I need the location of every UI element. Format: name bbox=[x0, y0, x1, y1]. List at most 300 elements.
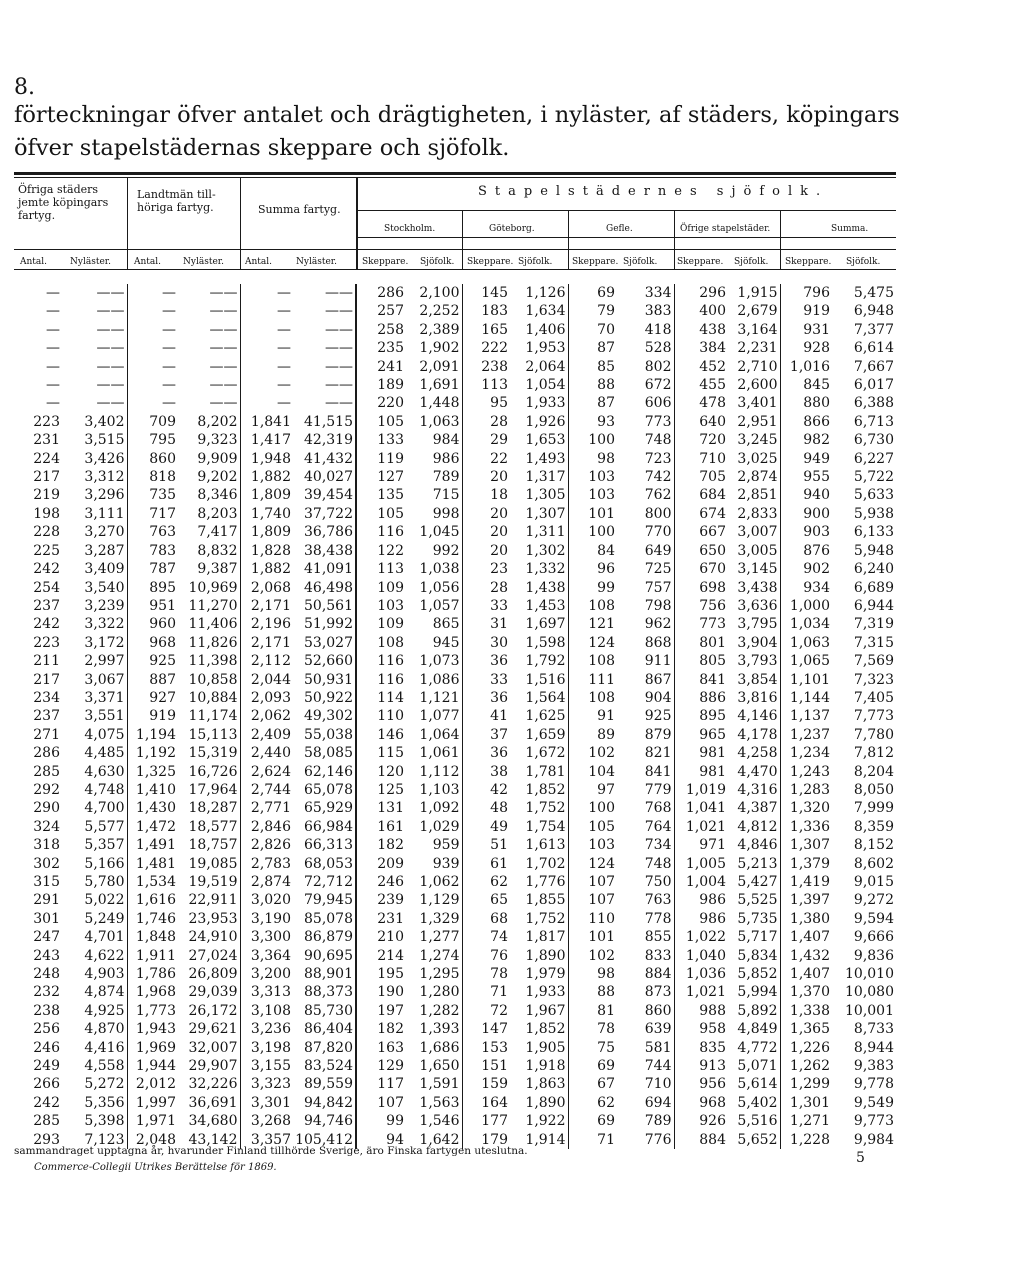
table-cell: 117 bbox=[377, 1076, 404, 1093]
table-cell: 119 bbox=[377, 450, 404, 467]
table-cell: 223 bbox=[33, 634, 60, 651]
table-cell: 116 bbox=[377, 671, 404, 688]
table-row bbox=[14, 321, 896, 339]
table-cell: 125 bbox=[377, 781, 404, 798]
subheader-antal-2: Antal. bbox=[134, 257, 162, 267]
table-cell: 163 bbox=[377, 1039, 404, 1056]
table-cell: 919 bbox=[803, 303, 830, 320]
table-cell: 324 bbox=[33, 818, 60, 835]
table-cell: 670 bbox=[699, 561, 726, 578]
table-cell: 1,137 bbox=[789, 708, 830, 725]
table-cell: 1,057 bbox=[406, 597, 462, 615]
table-cell: 1,379 bbox=[789, 855, 830, 872]
table-cell: 1,702 bbox=[510, 855, 568, 873]
table-cell: 19,085 bbox=[178, 855, 240, 873]
table-cell: —— bbox=[293, 302, 356, 320]
table-cell: 895 bbox=[149, 579, 176, 596]
table-cell: — bbox=[162, 303, 176, 320]
table-cell: 986 bbox=[699, 910, 726, 927]
table-cell: 911 bbox=[617, 652, 674, 670]
table-cell: 913 bbox=[699, 1058, 726, 1075]
table-cell: 5,994 bbox=[728, 983, 780, 1001]
table-cell: 710 bbox=[617, 1075, 674, 1093]
table-cell: 66,984 bbox=[293, 818, 356, 836]
table-cell: 4,416 bbox=[62, 1039, 127, 1057]
table-cell: 2,710 bbox=[728, 358, 780, 376]
table-cell: 10,010 bbox=[845, 966, 894, 983]
table-cell: 971 bbox=[699, 837, 726, 854]
table-cell: 41,091 bbox=[293, 560, 356, 578]
table-cell: 7,780 bbox=[853, 726, 894, 743]
table-cell: 69 bbox=[597, 1058, 615, 1075]
table-cell: 18 bbox=[490, 487, 508, 504]
table-cell: 770 bbox=[617, 523, 674, 541]
table-row bbox=[14, 505, 896, 523]
table-cell: 3,245 bbox=[728, 431, 780, 449]
table-cell: 6,240 bbox=[853, 561, 894, 578]
table-cell: 4,772 bbox=[728, 1039, 780, 1057]
table-cell: 103 bbox=[588, 469, 615, 486]
table-cell: 50,922 bbox=[293, 689, 356, 707]
table-cell: 1,192 bbox=[135, 745, 176, 762]
table-cell: 903 bbox=[803, 524, 830, 541]
table-cell: 3,312 bbox=[62, 468, 127, 486]
table-cell: 895 bbox=[699, 708, 726, 725]
table-cell: 1,419 bbox=[789, 874, 830, 890]
table-cell: 243 bbox=[33, 947, 60, 964]
table-cell: 5,356 bbox=[62, 1094, 127, 1112]
table-cell: — bbox=[162, 377, 176, 394]
table-cell: 1,967 bbox=[510, 1002, 568, 1020]
table-cell: 581 bbox=[617, 1039, 674, 1057]
table-cell: 116 bbox=[377, 653, 404, 670]
table-cell: 177 bbox=[481, 1113, 508, 1130]
table-cell: 3,236 bbox=[250, 1021, 291, 1038]
table-cell: 783 bbox=[149, 542, 176, 559]
table-cell: 37,722 bbox=[293, 505, 356, 523]
table-cell: 121 bbox=[588, 616, 615, 633]
table-cell: —— bbox=[62, 284, 127, 302]
table-cell: 1,481 bbox=[135, 855, 176, 872]
table-cell: 1,752 bbox=[510, 910, 568, 928]
table-cell: 42 bbox=[490, 781, 508, 798]
table-row bbox=[14, 431, 896, 449]
table-cell: 1,320 bbox=[789, 800, 830, 817]
table-cell: 4,701 bbox=[62, 928, 127, 946]
table-cell: 110 bbox=[588, 910, 615, 927]
table-row bbox=[14, 855, 896, 873]
table-cell: 1,642 bbox=[406, 1131, 462, 1149]
table-cell: 69 bbox=[597, 1113, 615, 1130]
header-vline-4 bbox=[462, 210, 463, 270]
table-cell: 296 bbox=[699, 285, 726, 301]
table-cell: 9,778 bbox=[853, 1076, 894, 1093]
table-cell: 9,909 bbox=[178, 450, 240, 468]
table-cell: 7,123 bbox=[62, 1131, 127, 1149]
table-cell: 182 bbox=[377, 837, 404, 854]
table-cell: 302 bbox=[33, 855, 60, 872]
table-cell: — bbox=[46, 340, 60, 357]
table-cell: 2,171 bbox=[250, 634, 291, 651]
table-cell: 1,438 bbox=[510, 579, 568, 597]
table-cell: —— bbox=[62, 394, 127, 412]
table-cell: — bbox=[46, 395, 60, 412]
table-cell: 1,101 bbox=[789, 671, 830, 688]
table-cell: 110 bbox=[377, 708, 404, 725]
table-cell: 1,781 bbox=[510, 763, 568, 781]
table-cell: 776 bbox=[617, 1131, 674, 1149]
table-cell: 5,402 bbox=[728, 1094, 780, 1112]
table-cell: 2,951 bbox=[728, 413, 780, 431]
table-cell: 773 bbox=[617, 413, 674, 431]
table-cell: 787 bbox=[149, 561, 176, 578]
table-row bbox=[14, 965, 896, 983]
table-cell: —— bbox=[293, 394, 356, 412]
table-cell: 1,911 bbox=[135, 947, 176, 964]
table-cell: 705 bbox=[699, 469, 726, 486]
table-cell: 876 bbox=[803, 542, 830, 559]
table-cell: 709 bbox=[149, 413, 176, 430]
table-cell: 1,019 bbox=[685, 781, 726, 798]
table-cell: 1,448 bbox=[406, 394, 462, 412]
table-cell: 7,417 bbox=[178, 523, 240, 541]
table-cell: 4,846 bbox=[728, 836, 780, 854]
table-cell: 1,863 bbox=[510, 1075, 568, 1093]
table-cell: 50,561 bbox=[293, 597, 356, 615]
table-row bbox=[14, 302, 896, 320]
table-cell: 986 bbox=[699, 892, 726, 909]
table-cell: 1,786 bbox=[135, 966, 176, 983]
table-cell: 1,754 bbox=[510, 818, 568, 836]
header-vline-2 bbox=[240, 178, 241, 270]
table-cell: — bbox=[46, 358, 60, 375]
table-cell: 113 bbox=[481, 377, 508, 394]
table-row bbox=[14, 799, 896, 817]
table-row bbox=[14, 339, 896, 357]
table-cell: 1,809 bbox=[250, 487, 291, 504]
table-cell: 1,194 bbox=[135, 726, 176, 743]
table-cell: 5,398 bbox=[62, 1112, 127, 1130]
table-cell: 105 bbox=[588, 818, 615, 835]
table-cell: 1,045 bbox=[406, 523, 462, 541]
table-row bbox=[14, 358, 896, 376]
table-cell: 982 bbox=[803, 432, 830, 449]
table-cell: 1,613 bbox=[510, 836, 568, 854]
subheader-sjofolk-3: Sjöfolk. bbox=[623, 257, 658, 267]
table-cell: 1,430 bbox=[135, 800, 176, 817]
table-cell: 900 bbox=[803, 505, 830, 522]
table-cell: 2,624 bbox=[250, 763, 291, 780]
table-cell: —— bbox=[293, 284, 356, 302]
table-cell: 4,622 bbox=[62, 947, 127, 965]
table-cell: 2,846 bbox=[250, 818, 291, 835]
table-cell: 939 bbox=[406, 855, 462, 873]
table-cell: 109 bbox=[377, 616, 404, 633]
header-summa: Summa. bbox=[831, 224, 869, 234]
table-cell: 6,017 bbox=[853, 377, 894, 394]
table-cell: 70 bbox=[597, 321, 615, 338]
table-cell: 74 bbox=[490, 929, 508, 946]
table-cell: 102 bbox=[588, 745, 615, 762]
table-cell: 400 bbox=[699, 303, 726, 320]
table-cell: 773 bbox=[699, 616, 726, 633]
table-cell: 39,454 bbox=[293, 486, 356, 504]
table-cell: 8,359 bbox=[853, 818, 894, 835]
subheader-nylaster-3: Nyläster. bbox=[296, 257, 337, 267]
header-line-cities bbox=[357, 237, 896, 238]
table-row bbox=[14, 891, 896, 909]
table-cell: 3,636 bbox=[728, 597, 780, 615]
table-cell: 290 bbox=[33, 800, 60, 817]
table-cell: 1,410 bbox=[135, 781, 176, 798]
table-cell: 3,402 bbox=[62, 413, 127, 431]
header-vline-7 bbox=[780, 210, 781, 270]
table-cell: 43,142 bbox=[178, 1131, 240, 1149]
table-cell: 2,062 bbox=[250, 708, 291, 725]
table-row bbox=[14, 671, 896, 689]
table-cell: 1,776 bbox=[510, 873, 568, 891]
table-cell: 22,911 bbox=[178, 891, 240, 909]
table-cell: 15,113 bbox=[178, 726, 240, 744]
table-cell: 3,020 bbox=[250, 892, 291, 909]
table-cell: 768 bbox=[617, 799, 674, 817]
table-cell: 528 bbox=[617, 339, 674, 357]
table-cell: 873 bbox=[617, 983, 674, 1001]
table-cell: 27,024 bbox=[178, 947, 240, 965]
table-cell: 49 bbox=[490, 818, 508, 835]
table-cell: 41,515 bbox=[293, 413, 356, 431]
table-cell: 11,270 bbox=[178, 597, 240, 615]
table-cell: 6,133 bbox=[853, 524, 894, 541]
table-cell: 1,299 bbox=[789, 1076, 830, 1093]
table-cell: 5,834 bbox=[728, 947, 780, 965]
table-cell: 107 bbox=[377, 1094, 404, 1111]
table-cell: 114 bbox=[377, 689, 404, 706]
table-cell: 99 bbox=[597, 579, 615, 596]
table-cell: 4,812 bbox=[728, 818, 780, 836]
table-cell: 860 bbox=[617, 1002, 674, 1020]
table-cell: 748 bbox=[617, 431, 674, 449]
table-cell: 925 bbox=[617, 707, 674, 725]
table-cell: 242 bbox=[33, 561, 60, 578]
table-cell: 5,735 bbox=[728, 910, 780, 928]
table-cell: 46,498 bbox=[293, 579, 356, 597]
table-cell: 1,092 bbox=[406, 799, 462, 817]
table-cell: 3,067 bbox=[62, 671, 127, 689]
table-row bbox=[14, 542, 896, 560]
table-cell: 4,558 bbox=[62, 1057, 127, 1075]
source-note: Commerce-Collegii Utrikes Berättelse för 1869. bbox=[34, 1162, 277, 1173]
table-cell: 1,855 bbox=[510, 891, 568, 909]
table-cell: 266 bbox=[33, 1076, 60, 1093]
table-cell: 3,200 bbox=[250, 966, 291, 983]
table-cell: 833 bbox=[617, 947, 674, 965]
table-cell: 1,004 bbox=[685, 874, 726, 890]
table-cell: 11,826 bbox=[178, 634, 240, 652]
table-cell: 1,933 bbox=[510, 983, 568, 1001]
table-cell: 36,691 bbox=[178, 1094, 240, 1112]
table-cell: 2,440 bbox=[250, 745, 291, 762]
table-cell: 1,472 bbox=[135, 818, 176, 835]
table-cell: 72,712 bbox=[293, 873, 356, 891]
table-row bbox=[14, 781, 896, 799]
table-cell: 1,922 bbox=[510, 1112, 568, 1130]
table-cell: 2,044 bbox=[250, 671, 291, 688]
table-cell: 2,874 bbox=[250, 874, 291, 890]
table-cell: 960 bbox=[149, 616, 176, 633]
table-cell: 1,672 bbox=[510, 744, 568, 762]
table-cell: 9,773 bbox=[853, 1113, 894, 1130]
table-cell: 1,397 bbox=[789, 892, 830, 909]
table-cell: 4,630 bbox=[62, 763, 127, 781]
table-row bbox=[14, 1039, 896, 1057]
table-cell: 992 bbox=[406, 542, 462, 560]
table-cell: 3,296 bbox=[62, 486, 127, 504]
table-cell: 3,268 bbox=[250, 1113, 291, 1130]
table-cell: 271 bbox=[33, 726, 60, 743]
table-cell: 164 bbox=[481, 1094, 508, 1111]
table-cell: 5,272 bbox=[62, 1075, 127, 1093]
table-cell: 3,540 bbox=[62, 579, 127, 597]
table-cell: 29 bbox=[490, 432, 508, 449]
table-cell: 285 bbox=[33, 763, 60, 780]
table-cell: 107 bbox=[588, 892, 615, 909]
table-cell: —— bbox=[178, 394, 240, 412]
table-cell: 129 bbox=[377, 1058, 404, 1075]
table-cell: 1,036 bbox=[685, 966, 726, 983]
table-cell: 18,577 bbox=[178, 818, 240, 836]
table-cell: 8,050 bbox=[853, 781, 894, 798]
table-cell: 1,016 bbox=[789, 358, 830, 375]
page-title: förteckningar öfver antalet och drägtigheten, i nyläster, af städers, köpingars öfver stapelstädernas skeppare och sjöfolk. bbox=[14, 102, 900, 161]
table-cell: 103 bbox=[588, 837, 615, 854]
table-cell: 90,695 bbox=[293, 947, 356, 965]
table-cell: 1,598 bbox=[510, 634, 568, 652]
table-cell: 3,322 bbox=[62, 615, 127, 633]
subheader-antal-1: Antal. bbox=[20, 257, 48, 267]
table-cell: 10,884 bbox=[178, 689, 240, 707]
subheader-nylaster-2: Nyläster. bbox=[183, 257, 224, 267]
table-cell: 51 bbox=[490, 837, 508, 854]
table-cell: 1,653 bbox=[510, 431, 568, 449]
table-cell: 1,493 bbox=[510, 450, 568, 468]
table-cell: —— bbox=[62, 358, 127, 376]
table-cell: 124 bbox=[588, 634, 615, 651]
table-cell: 1,000 bbox=[789, 597, 830, 614]
table-row bbox=[14, 1057, 896, 1075]
table-cell: 2,600 bbox=[728, 376, 780, 394]
table-cell: 1,061 bbox=[406, 744, 462, 762]
table-cell: 88 bbox=[597, 377, 615, 394]
table-cell: 1,491 bbox=[135, 837, 176, 854]
table-cell: 315 bbox=[33, 874, 60, 890]
table-cell: 1,056 bbox=[406, 579, 462, 597]
table-cell: 650 bbox=[699, 542, 726, 559]
table-cell: 20 bbox=[490, 524, 508, 541]
table-cell: 239 bbox=[377, 892, 404, 909]
table-cell: 1,882 bbox=[250, 469, 291, 486]
table-cell: 214 bbox=[377, 947, 404, 964]
table-cell: 17,964 bbox=[178, 781, 240, 799]
table-cell: 1,077 bbox=[406, 707, 462, 725]
table-cell: 1,852 bbox=[510, 1020, 568, 1038]
table-cell: 2,048 bbox=[135, 1131, 176, 1148]
subheader-sjofolk-1: Sjöfolk. bbox=[420, 257, 455, 267]
table-cell: 2,851 bbox=[728, 486, 780, 504]
table-cell: 2,409 bbox=[250, 726, 291, 743]
table-cell: 865 bbox=[406, 615, 462, 633]
table-cell: 22 bbox=[490, 450, 508, 467]
table-cell: 1,038 bbox=[406, 560, 462, 578]
table-cell: 926 bbox=[699, 1113, 726, 1130]
table-cell: 103 bbox=[377, 597, 404, 614]
table-cell: 11,174 bbox=[178, 707, 240, 725]
table-cell: 9,015 bbox=[853, 874, 894, 890]
header-line-main bbox=[14, 249, 896, 250]
table-cell: 3,111 bbox=[62, 505, 127, 523]
table-cell: 1,890 bbox=[510, 1094, 568, 1112]
table-cell: 1,634 bbox=[510, 302, 568, 320]
table-cell: 190 bbox=[377, 984, 404, 1001]
table-cell: 698 bbox=[699, 579, 726, 596]
table-cell: 9,984 bbox=[853, 1131, 894, 1148]
table-cell: 79,945 bbox=[293, 891, 356, 909]
table-cell: 5,652 bbox=[728, 1131, 780, 1149]
table-cell: 291 bbox=[33, 892, 60, 909]
table-cell: 78 bbox=[597, 1021, 615, 1038]
table-cell: 1,307 bbox=[510, 505, 568, 523]
table-cell: 1,332 bbox=[510, 560, 568, 578]
table-cell: 4,387 bbox=[728, 799, 780, 817]
table-cell: 1,021 bbox=[685, 984, 726, 1001]
table-cell: 217 bbox=[33, 671, 60, 688]
table-cell: 748 bbox=[617, 855, 674, 873]
table-row bbox=[14, 413, 896, 431]
table-cell: 3,795 bbox=[728, 615, 780, 633]
table-cell: —— bbox=[62, 321, 127, 339]
table-cell: 2,012 bbox=[135, 1076, 176, 1093]
table-cell: 103 bbox=[588, 487, 615, 504]
table-cell: 778 bbox=[617, 910, 674, 928]
table-cell: 949 bbox=[803, 450, 830, 467]
table-cell: 1,129 bbox=[406, 891, 462, 909]
table-cell: 7,405 bbox=[853, 689, 894, 706]
table-cell: 257 bbox=[377, 303, 404, 320]
table-cell: 10,080 bbox=[845, 984, 894, 1001]
table-cell: 3,515 bbox=[62, 431, 127, 449]
table-cell: — bbox=[46, 377, 60, 394]
table-cell: 53,027 bbox=[293, 634, 356, 652]
table-cell: 742 bbox=[617, 468, 674, 486]
table-cell: 15,319 bbox=[178, 744, 240, 762]
table-cell: 667 bbox=[699, 524, 726, 541]
table-cell: 3,190 bbox=[250, 910, 291, 927]
table-cell: 1,453 bbox=[510, 597, 568, 615]
table-cell: 919 bbox=[149, 708, 176, 725]
table-cell: 161 bbox=[377, 818, 404, 835]
table-cell: 1,944 bbox=[135, 1058, 176, 1075]
table-cell: 1,283 bbox=[789, 781, 830, 798]
table-cell: 418 bbox=[617, 321, 674, 339]
table-cell: 4,903 bbox=[62, 965, 127, 983]
table-cell: 5,475 bbox=[853, 285, 894, 301]
table-cell: —— bbox=[178, 376, 240, 394]
table-cell: — bbox=[277, 303, 291, 320]
table-row bbox=[14, 1020, 896, 1038]
table-cell: 384 bbox=[699, 340, 726, 357]
table-cell: 26,172 bbox=[178, 1002, 240, 1020]
table-cell: 2,068 bbox=[250, 579, 291, 596]
